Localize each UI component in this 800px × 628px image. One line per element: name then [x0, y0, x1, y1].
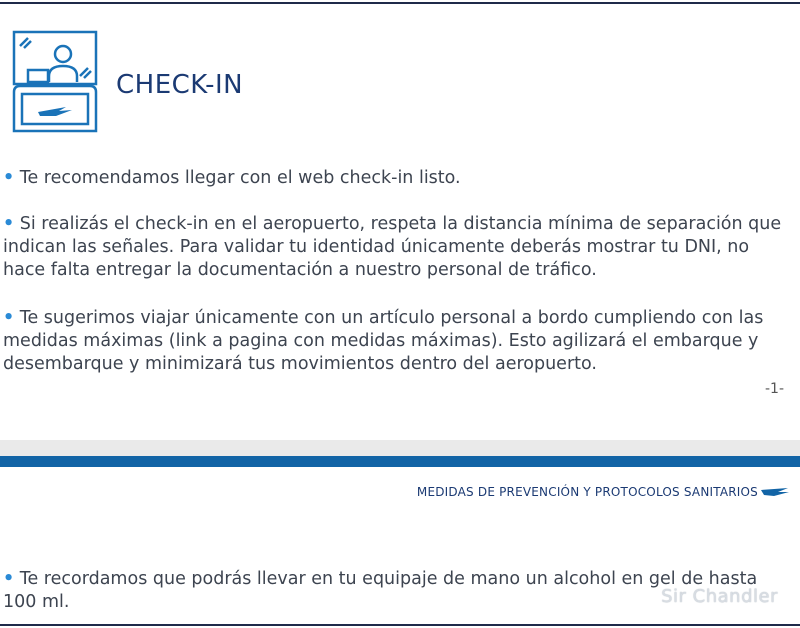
top-rule: [0, 2, 800, 4]
bottom-rule: [0, 624, 800, 626]
page-header-text: MEDIDAS DE PREVENCIÓN Y PROTOCOLOS SANITARIOS: [416, 485, 758, 499]
watermark: Sir Chandler: [661, 586, 778, 607]
paragraph-airport-checkin: [3, 213, 793, 282]
bullet: •: [3, 168, 15, 188]
page-header-band: [0, 456, 800, 467]
paragraph-text: Te recomendamos llegar con el web check-in listo.: [19, 168, 461, 188]
airline-logo-icon: [760, 487, 790, 497]
paragraph-text: Te recordamos que podrás llevar en tu equipaje de mano un alcohol en gel de hasta 100 ml.: [3, 569, 758, 612]
page-gap: [0, 440, 800, 456]
paragraph-personal-item: [3, 307, 793, 376]
bullet: •: [3, 214, 15, 234]
paragraph-text: Te sugerimos viajar únicamente con un artículo personal a bordo cumpliendo con las medidas máximas (link a pagina con medidas máximas). Esto agilizará el embarque y desembarque y minimizará tus movimientos dentro del aeropuerto.: [3, 308, 764, 374]
check-in-desk-icon: [12, 30, 98, 136]
page-number: -1-: [764, 381, 784, 397]
bullet: •: [3, 308, 15, 328]
bullet: •: [3, 569, 15, 589]
paragraph-text: Si realizás el check-in en el aeropuerto, respeta la distancia mínima de separación que indican las señales. Para validar tu identidad únicamente deberás mostrar tu DNI, no hace falta entregar la documentación a nuestro personal de tráfico.: [3, 214, 782, 280]
section-title: CHECK-IN: [116, 70, 244, 100]
paragraph-web-checkin: [3, 167, 793, 190]
